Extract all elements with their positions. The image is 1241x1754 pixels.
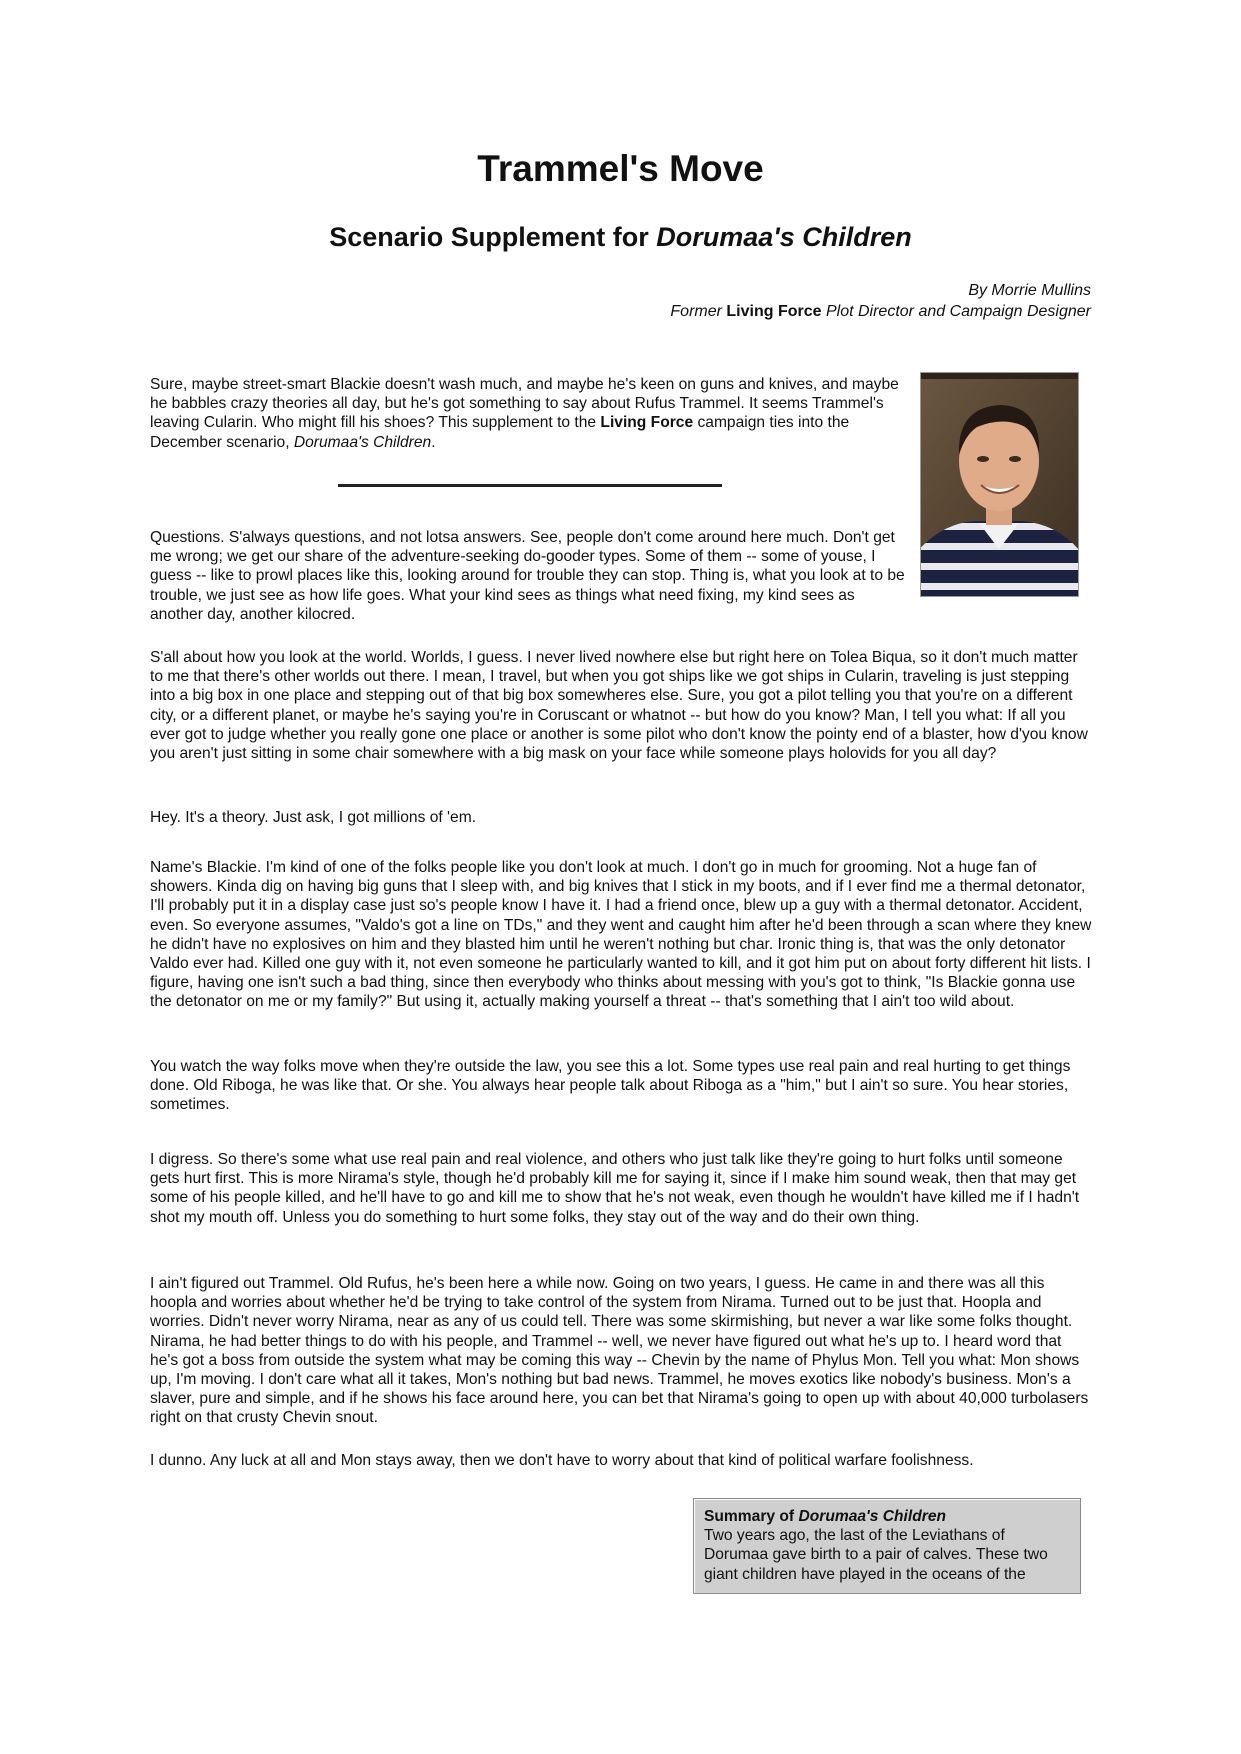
body-paragraph-3: Hey. It's a theory. Just ask, I got millions of 'em. — [150, 809, 477, 826]
body-paragraph-7: I ain't figured out Trammel. Old Rufus, he's been here a while now. Going on two years, I guess. He came in and there was all this hoopla and worries about whether he'd be trying to take control of the system from Nirama. Turned out to be just that. Hoopla and worries. Didn't never worry Nirama, near as any of us could tell. There was some skirmishing, but never a war like some folks thought. Nirama, he had better things to do with his people, and Trammel -- well, we never have figured out what he's up to. I heard word that he's got a boss from outside the system what may be coming this way -- Chevin by the name of Phylus Mon. Tell you what: Mon shows up, I'm moving. I don't care what all it takes, Mon's nothing but bad news. Trammel, he moves exotics like nobody's business. Mon's a slaver, pure and simple, and if he shows his face around here, you can bet that Nirama's going to open up with about 40,000 turbolasers right on that crusty Chevin snout. — [150, 1275, 1089, 1427]
section-divider — [338, 484, 722, 487]
document-title: Trammel's Move — [477, 148, 764, 189]
intro-part3: . — [431, 433, 436, 451]
intro-part2: campaign ties into the December scenario, — [150, 414, 850, 451]
sidebar-heading — [704, 1507, 1070, 1526]
byline — [670, 280, 1091, 322]
document-subtitle — [0, 222, 1241, 253]
sidebar-heading-prefix: Summary of — [704, 1508, 799, 1525]
body-paragraph-5: You watch the way folks move when they're outside the law, you see this a lot. Some types use real pain and real hurting to get things done. Old Riboga, he was like that. Or she. You always hear people talk about Riboga as a "him," but I ain't so sure. You hear stories, sometimes. — [150, 1058, 1071, 1114]
subtitle-scenario-title: Dorumaa's Children — [656, 222, 912, 252]
body-paragraph-8: I dunno. Any luck at all and Mon stays away, then we don't have to worry about that kind of political warfare foolishness. — [150, 1452, 974, 1469]
intro-scenario-name: Dorumaa's Children — [293, 433, 432, 451]
byline-author: By Morrie Mullins — [968, 282, 1091, 299]
byline-role-prefix: Former — [670, 303, 727, 320]
sidebar-body: Two years ago, the last of the Leviathans of Dorumaa gave birth to a pair of calves. These two giant children have played in the oceans of the — [704, 1527, 1048, 1583]
subtitle-lead: Scenario Supplement for — [329, 222, 657, 252]
sidebar-heading-title: Dorumaa's Children — [798, 1508, 947, 1525]
intro-campaign-name: Living Force — [600, 414, 694, 432]
author-photo — [920, 372, 1079, 597]
byline-role — [670, 301, 1091, 322]
body-paragraph-4: Name's Blackie. I'm kind of one of the folks people like you don't look at much. I don't go in much for grooming. Not a huge fan of showers. Kinda dig on having big guns that I sleep with, and big knives that I stick in my boots, and if I ever find me a thermal detonator, I'll probably put it in a display case just so's people know I have it. I had a friend once, blew up a guy with a thermal detonator. Accident, even. So everyone assumes, "Valdo's got a line on TDs," and they went and caught him after he'd been through a scan where they knew he didn't have no explosives on him and they blasted him until he weren't nothing but char. Ironic thing is, that was the only detonator Valdo ever had. Killed one guy with it, not even someone he particularly wanted to kill, and it got him put on about forty different hit lists. I figure, having one isn't such a bad thing, since then everybody who thinks about messing with you's got to think, "Is Blackie gonna use the detonator on me or my family?" But using it, actually making yourself a threat -- that's something that I ain't too wild about. — [150, 859, 1092, 1011]
byline-role-suffix: Plot Director and Campaign Designer — [821, 303, 1091, 320]
intro-paragraph — [150, 375, 908, 452]
body-paragraph-2: S'all about how you look at the world. Worlds, I guess. I never lived nowhere else but right here on Tolea Biqua, so it don't much matter to me that there's other worlds out there. I mean, I travel, but when you got ships like we got ships in Cularin, traveling is just stepping into a big box in one place and stepping out of that big box somewheres else. Sure, you got a pilot telling you that you're on a different city, or a different planet, or maybe he's saying you're in Coruscant or whatnot -- but how do you know? Man, I tell you what: If all you ever got to judge whether you really gone one place or another is some pilot who don't know the pointy end of a blaster, how d'you know you aren't just sitting in some chair somewhere with a big mask on your face while someone plays holovids for you all day? — [150, 649, 1088, 763]
author-photo-image — [921, 373, 1078, 596]
intro-part1: Sure, maybe street-smart Blackie doesn't wash much, and maybe he's keen on guns and knives, and maybe he babbles crazy theories all day, but he's got something to say about Rufus Trammel. It seems Trammel's leaving Cularin. Who might fill his shoes? This supplement to the — [150, 376, 899, 432]
summary-sidebar — [693, 1498, 1081, 1594]
body-paragraph-1: Questions. S'always questions, and not lotsa answers. See, people don't come around here much. Don't get me wrong; we get our share of the adventure-seeking do-gooder types. Some of them -- some of youse, I guess -- like to prowl places like this, looking around for trouble they can stop. Thing is, what you look at to be trouble, we just see as how life goes. What your kind sees as things what need fixing, my kind sees as another day, another kilocred. — [150, 529, 905, 623]
body-paragraph-6: I digress. So there's some what use real pain and real violence, and others who just talk like they're going to hurt folks until someone gets hurt first. This is more Nirama's style, though he'd probably kill me for saying it, since if I make him sound weak, then that may get some of his people killed, and he'll have to go and kill me to show that he's not weak, even though he wouldn't have killed me if I hadn't shot my mouth off. Unless you do something to hurt some folks, they stay out of the way and do their own thing. — [150, 1151, 1080, 1226]
byline-role-campaign: Living Force — [726, 303, 822, 320]
